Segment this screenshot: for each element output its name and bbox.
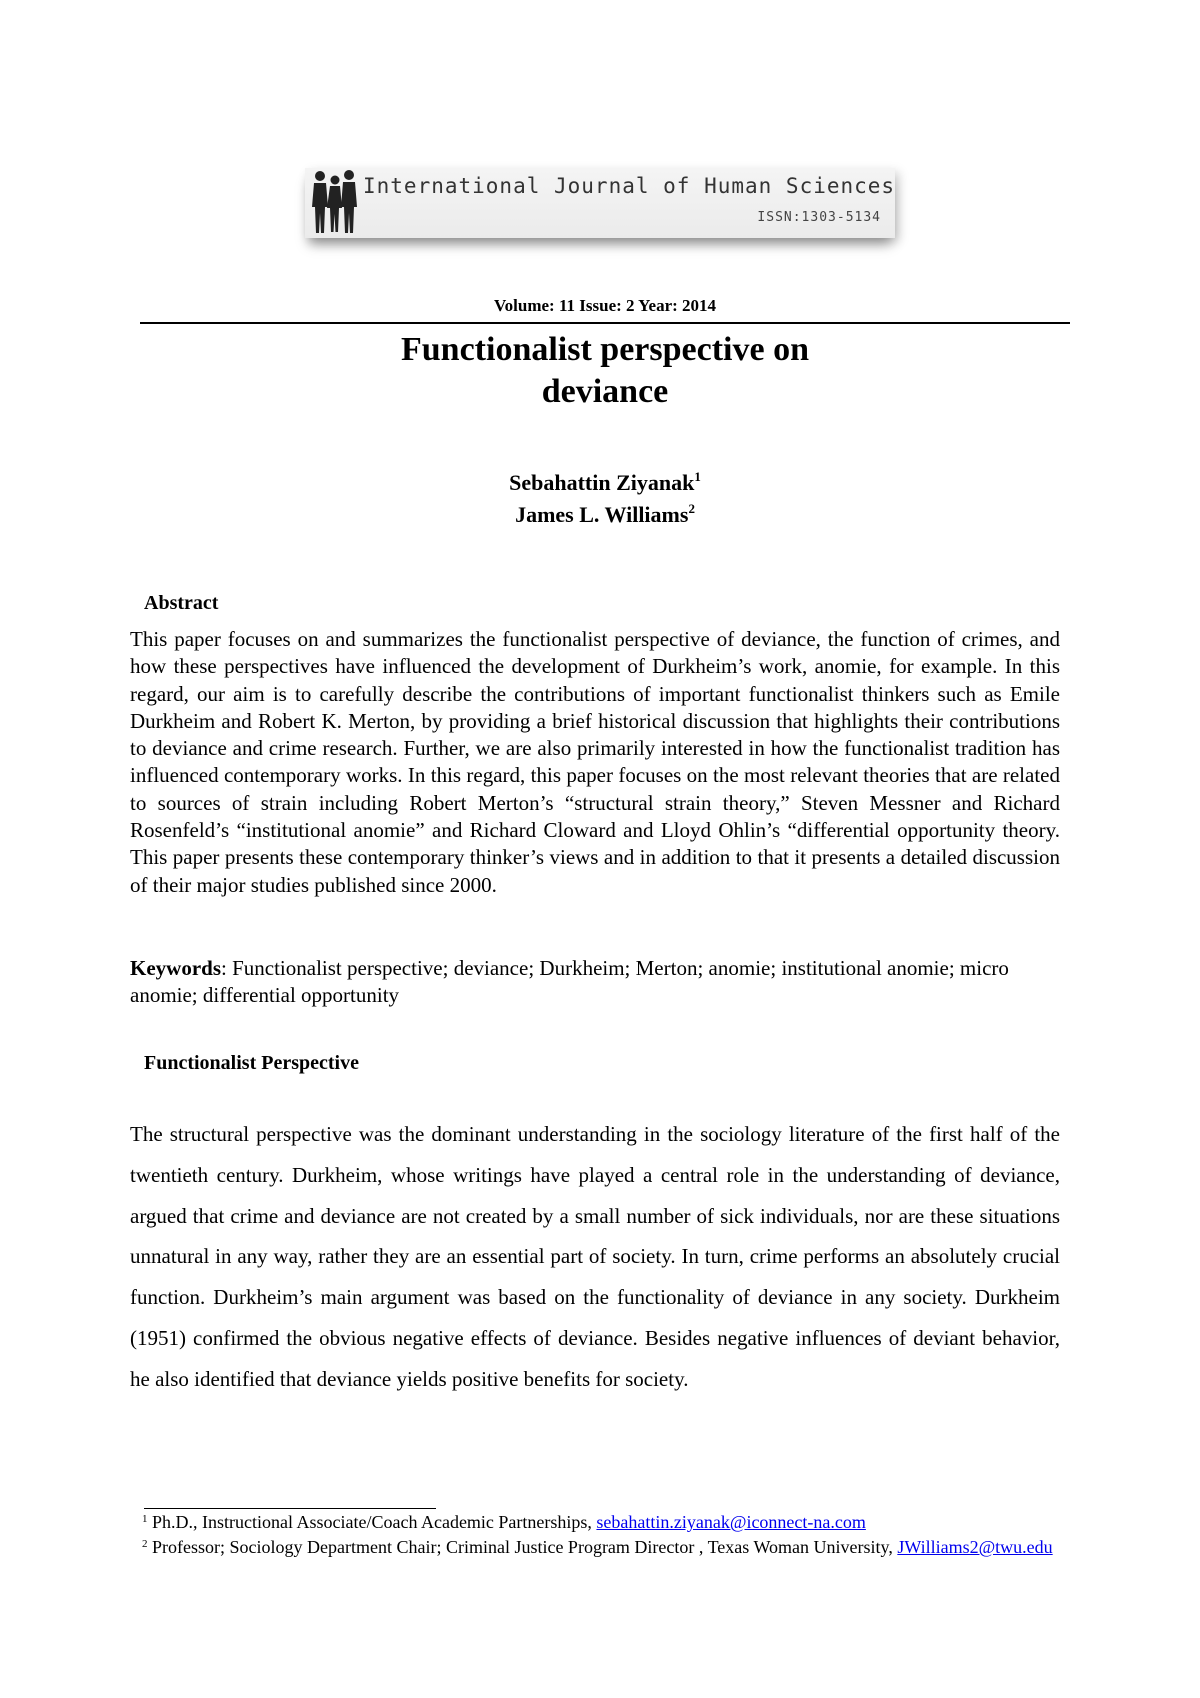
journal-logo [305, 168, 895, 238]
footnote-email-link[interactable]: JWilliams2@twu.edu [897, 1537, 1053, 1557]
paper-title [140, 329, 1070, 413]
footnote [142, 1535, 1062, 1559]
author-name: James L. Williams [515, 502, 689, 527]
abstract-text: This paper focuses on and summarizes the functionalist perspective of deviance, the function of crimes, and how these perspectives have influenced the development of Durkheim’s work, anomie, for example. In this regard, our aim is to carefully describe the contributions of important functionalist thinkers such as Emile Durkheim and Robert K. Merton, by providing a brief historical discussion that highlights their contributions to deviance and crime research. Further, we are also primarily interested in how the functionalist tradition has influenced contemporary works. In this regard, this paper focuses on the most relevant theories that are related to sources of strain including Robert Merton’s “structural strain theory,” Steven Messner and Richard Rosenfeld’s “institutional anomie” and Richard Cloward and Lloyd Ohlin’s “differential opportunity theory. This paper presents these contemporary thinker’s views and in addition to that it presents a detailed discussion of their major studies published since 2000. [130, 627, 1060, 897]
keywords-text: : Functionalist perspective; deviance; Durkheim; Merton; anomie; institutional anomie; micro anomie; differential opportunity [130, 956, 1009, 1007]
footnote-email-link[interactable]: sebahattin.ziyanak@iconnect-na.com [596, 1512, 866, 1532]
footnote-marker: 1 [142, 1513, 148, 1525]
header-rule [140, 322, 1070, 324]
keywords-label: Keywords [130, 956, 221, 980]
journal-logo-issn: ISSN:1303-5134 [757, 210, 881, 225]
silhouette-figures-icon [305, 168, 365, 238]
journal-logo-title: International Journal of Human Sciences [363, 174, 896, 198]
abstract-heading: Abstract [144, 592, 219, 614]
author-footnote-marker: 2 [688, 501, 695, 516]
keywords [130, 955, 1060, 1009]
author-list [140, 467, 1070, 531]
footnotes [142, 1510, 1062, 1559]
footnote [142, 1510, 1062, 1534]
author-footnote-marker: 1 [694, 469, 701, 484]
footnote-separator [144, 1508, 436, 1509]
author [140, 467, 1070, 499]
footnote-text: Ph.D., Instructional Associate/Coach Academic Partnerships, [147, 1512, 597, 1532]
paper-title-line-2: deviance [541, 373, 669, 410]
body-paragraph: The structural perspective was the dominant understanding in the sociology literature of the first half of the twentieth century. Durkheim, whose writings have played a central role in the understanding of deviance, argued that crime and deviance are not created by a small number of sick individuals, nor are these situations unnatural in any way, rather they are an essential part of society. In turn, crime performs an absolutely crucial function. Durkheim’s main argument was based on the functionality of deviance in any society. Durkheim (1951) confirmed the obvious negative effects of deviance. Besides negative influences of deviant behavior, he also identified that deviance yields positive benefits for society. [130, 1122, 1060, 1391]
volume-issue-line: Volume: 11 Issue: 2 Year: 2014 [493, 296, 717, 315]
author-name: Sebahattin Ziyanak [509, 470, 695, 495]
author [140, 499, 1070, 531]
paper-title-line-1: Functionalist perspective on [401, 331, 809, 368]
footnote-text: Professor; Sociology Department Chair; Criminal Justice Program Director , Texas Woman University, [147, 1537, 898, 1557]
section-heading: Functionalist Perspective [144, 1052, 359, 1074]
footnote-marker: 2 [142, 1538, 148, 1550]
